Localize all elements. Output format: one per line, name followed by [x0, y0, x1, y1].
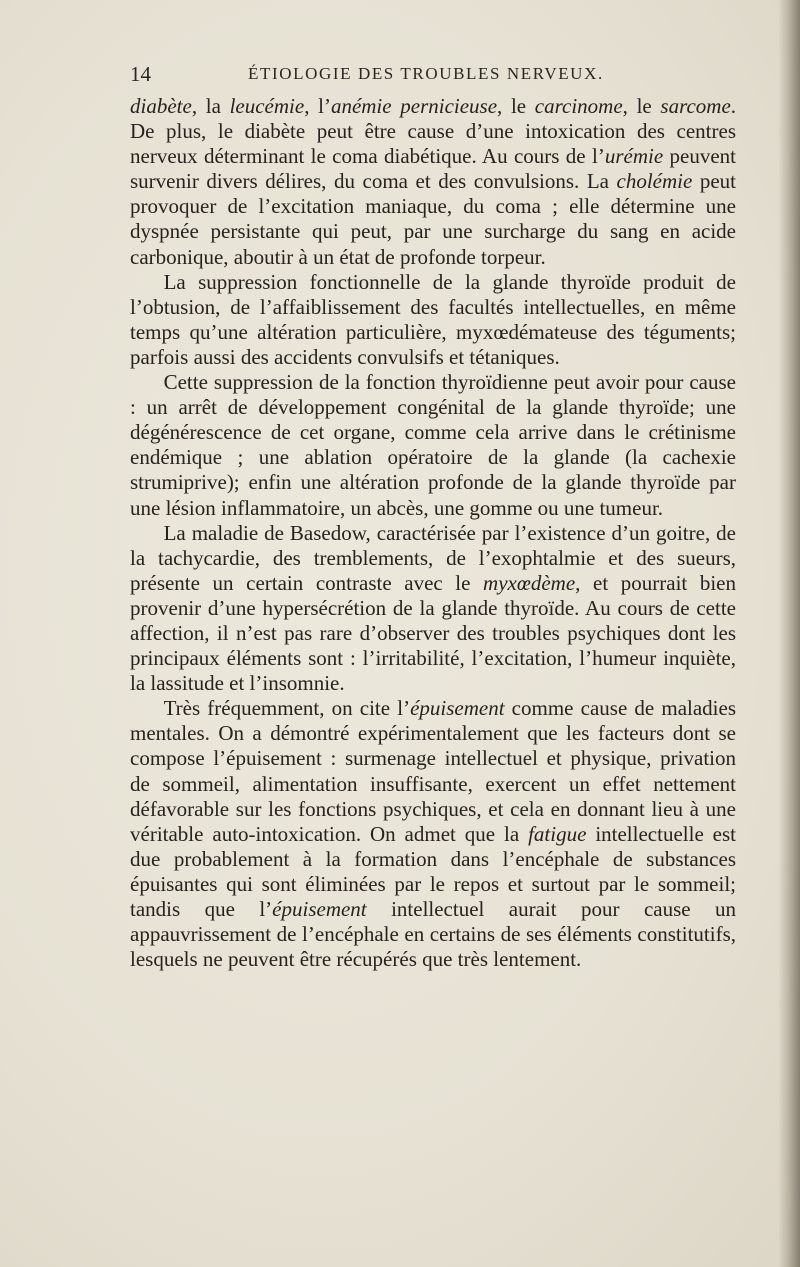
- text-run: , le: [497, 94, 535, 118]
- paragraph: [130, 94, 736, 270]
- italic-term: épuisement: [410, 696, 505, 721]
- running-head: [120, 62, 740, 86]
- italic-term: myxœdème: [483, 570, 576, 595]
- text-run: , la: [191, 94, 230, 118]
- italic-term: diabète: [130, 94, 192, 118]
- italic-term: cholémie: [616, 169, 693, 194]
- text-run: peuvent survenir divers délires, du coma et des convulsions. La: [130, 144, 736, 194]
- page-number: 14: [130, 62, 151, 86]
- italic-term: épuisement: [272, 897, 367, 921]
- text-run: intellectuelle est due probablement à la formation dans l’encéphale de substances épuisantes qui sont éliminées par le repos et surtout par le sommeil; tandis que l’: [130, 821, 736, 921]
- running-title: ÉTIOLOGIE DES TROUBLES NERVEUX.: [248, 64, 604, 83]
- text-run: , l’: [304, 94, 331, 118]
- paragraph: [130, 521, 736, 697]
- italic-term: sarcome: [660, 94, 731, 118]
- text-run: . De plus, le diabète peut être cause d’une intoxication des centres nerveux déterminant le coma diabétique. Au cours de l’: [130, 94, 737, 169]
- paragraph: [130, 696, 736, 972]
- paragraph: [130, 370, 736, 521]
- text-run: Cette suppression de la fonction thyroïdienne peut avoir pour cause : un arrêt de développement congénital de la glande thyroïde; une dégénérescence de cet organe, comme cela arrive dans le crétinisme endémique ; une ablation opératoire de la glande (la cachexie strumiprive); enfin une altération profonde de la glande thyroïde par une lésion inflammatoire, un abcès, une gomme ou une tumeur.: [130, 370, 736, 520]
- paragraph: [130, 270, 736, 370]
- text-run: , et pourrait bien provenir d’une hypersécrétion de la glande thyroïde. Au cours de cette affection, il n’est pas rare d’observer des troubles psychiques dont les principaux éléments sont : l’irritabilité, l’excitation, l’humeur inquiète, la lassitude et l’insomnie.: [130, 570, 736, 696]
- italic-term: leucémie: [229, 94, 305, 118]
- italic-term: fatigue: [528, 821, 587, 846]
- text-run: Très fréquemment, on cite l’: [163, 696, 411, 721]
- text-run: , le: [622, 94, 661, 118]
- text-run: comme cause de maladies mentales. On a démontré expérimentalement que les facteurs dont se compose l’épuisement : surmenage intellectuel et physique, privation de sommeil, alimentation insuffisante, exercent un effet nettement défavorable sur les fonctions psychiques, et cela en donnant lieu à une véritable auto-intoxication. On admet que la: [130, 696, 736, 846]
- italic-term: carcinome: [534, 94, 623, 118]
- text-run: intellectuel aurait pour cause un appauvrissement de l’encéphale en certains de ses éléments constitutifs, lesquels ne peuvent être récupérés que très lentement.: [130, 897, 736, 972]
- italic-term: urémie: [604, 144, 664, 169]
- italic-term: anémie pernicieuse: [330, 94, 498, 118]
- body-text: [130, 94, 736, 972]
- text-run: La suppression fonctionnelle de la glande thyroïde produit de l’obtusion, de l’affaiblissement des facultés intellectuelles, en même temps qu’une altération particulière, myxœdémateuse des téguments; parfois aussi des accidents convulsifs et tétaniques.: [130, 269, 736, 369]
- text-run: peut provoquer de l’excitation maniaque, du coma ; elle détermine une dyspnée persistante qui peut, par une surcharge du sang en acide carbonique, aboutir à un état de profonde torpeur.: [130, 169, 737, 269]
- text-run: La maladie de Basedow, caractérisée par l’existence d’un goitre, de la tachycardie, des tremblements, de l’exophtalmie et des sueurs, présente un certain contraste avec le: [130, 520, 736, 595]
- page-edge-shadow: [778, 0, 800, 1267]
